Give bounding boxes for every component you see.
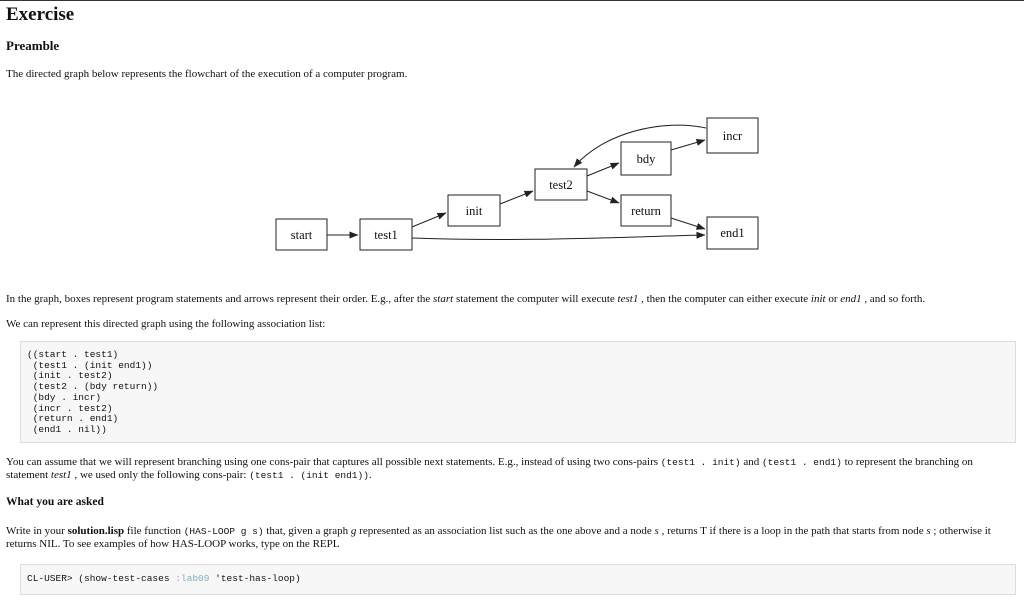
svg-text:init: init: [465, 204, 483, 218]
branching-paragraph-line1: You can assume that we will represent branching using one cons-pair that captures all possible next statements. E.g., instead of using two cons-pairs (test1 . init) and (test1 . end1) to represent the branching on: [6, 456, 973, 468]
asked-paragraph-line2: returns NIL. To see examples of how HAS-LOOP works, type on the REPL: [6, 538, 340, 550]
node-test1: [360, 219, 412, 250]
code-line: (test2 . (bdy return)): [27, 381, 159, 393]
page-title: Exercise: [6, 4, 75, 25]
edge-return-end1: [671, 218, 705, 229]
node-bdy: [621, 142, 671, 175]
alist-intro: We can represent this directed graph using the following association list:: [6, 318, 326, 330]
code-line: (end1 . nil)): [27, 423, 107, 435]
node-return: [621, 195, 671, 226]
asked-paragraph-line1: Write in your solution.lisp file function (HAS-LOOP g s) that, given a graph g represented as an association list such as the one above and a node s , returns T if there is a loop in the path that starts from node s ; otherwise it: [6, 525, 991, 537]
svg-text:test2: test2: [549, 178, 573, 192]
svg-text:incr: incr: [722, 129, 743, 143]
code-line: ((start . test1): [27, 349, 119, 360]
flowchart-graph: [0, 1, 1024, 271]
preamble-intro: The directed graph below represents the flowchart of the execution of a computer program.: [6, 68, 408, 80]
edge-test2-return: [587, 191, 619, 203]
svg-text:return: return: [631, 204, 661, 218]
code-line: (bdy . incr): [27, 391, 102, 403]
code-line: (test1 . (init end1)): [27, 359, 153, 371]
edge-test1-end1: [412, 235, 705, 240]
node-start: [276, 219, 327, 250]
repl-line: CL-USER> (show-test-cases :lab09 'test-has-loop): [27, 573, 301, 584]
code-line: (incr . test2): [27, 402, 113, 414]
code-line: (init . test2): [27, 370, 113, 382]
svg-text:test1: test1: [374, 228, 398, 242]
edge-bdy-incr: [671, 140, 705, 150]
preamble-heading: Preamble: [6, 38, 60, 53]
edge-test1-init: [412, 213, 446, 227]
edge-test2-bdy: [587, 163, 619, 176]
alist-code-block: [20, 341, 1016, 443]
node-incr: [707, 118, 758, 153]
asked-heading: What you are asked: [6, 496, 104, 508]
edge-init-test2: [500, 191, 533, 204]
svg-text:start: start: [290, 228, 313, 242]
repl-code-block: [20, 564, 1016, 595]
graph-explanation: In the graph, boxes represent program statements and arrows represent their order. E.g., after the start statement the computer will execute test1 , then the computer can either execute init or end1 , and so forth.: [6, 293, 926, 305]
code-line: (return . end1): [27, 413, 119, 425]
svg-text:end1: end1: [720, 226, 745, 240]
node-end1: [707, 217, 758, 249]
branching-paragraph-line2: statement test1 , we used only the following cons-pair: (test1 . (init end1)).: [6, 469, 372, 481]
node-test2: [535, 169, 587, 200]
svg-text:bdy: bdy: [636, 152, 656, 166]
node-init: [448, 195, 500, 226]
